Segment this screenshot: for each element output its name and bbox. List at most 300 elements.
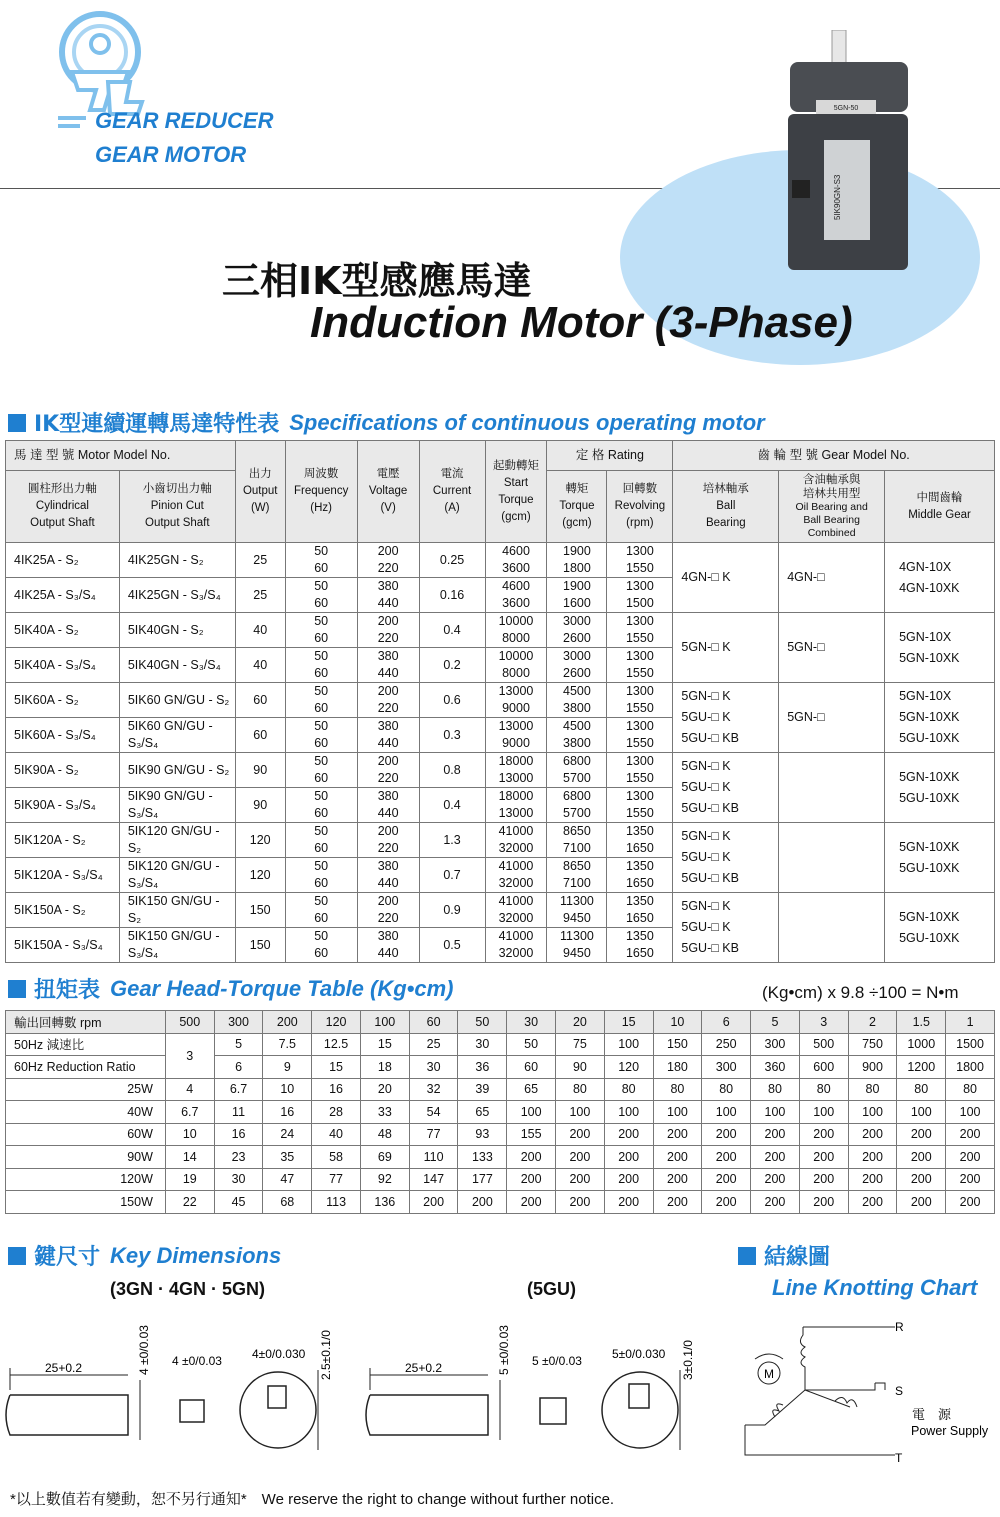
torque-values — [547, 928, 607, 963]
current-value: 0.4 — [419, 613, 485, 648]
volt-60: 220 — [377, 841, 399, 855]
middle-gear-model: 5GN-10X — [899, 629, 952, 644]
start-values — [485, 718, 547, 753]
output-value: 90 — [235, 788, 285, 823]
rpm-50: 1350 — [625, 894, 654, 908]
torque-value: 200 — [946, 1123, 995, 1146]
ratio-60-value: 180 — [653, 1056, 702, 1079]
start-60: 8000 — [502, 666, 530, 680]
volt-values — [357, 543, 419, 578]
torque-value: 65 — [458, 1101, 507, 1124]
svg-text:Power Supply: Power Supply — [911, 1424, 989, 1438]
output-value: 90 — [235, 753, 285, 788]
volt-50: 200 — [377, 614, 399, 628]
freq-60: 60 — [314, 841, 329, 855]
rpm-values — [607, 858, 673, 893]
current-value: 0.3 — [419, 718, 485, 753]
svg-text:5GN-50: 5GN-50 — [833, 105, 859, 112]
ball-gear-model: 5GN-□ K — [681, 899, 731, 913]
freq-60: 60 — [314, 771, 329, 785]
torque-50: 4500 — [563, 719, 591, 733]
ball-gear-model: 5GU-□ KB — [681, 801, 739, 815]
volt-values — [357, 613, 419, 648]
current-value: 0.7 — [419, 858, 485, 893]
torque-value: 100 — [751, 1101, 800, 1124]
freq-values — [285, 683, 357, 718]
svg-text:4±0/0.030: 4±0/0.030 — [252, 1347, 306, 1361]
output-value: 25 — [235, 578, 285, 613]
freq-values — [285, 578, 357, 613]
rpm-values — [607, 648, 673, 683]
ratio-first: 3 — [165, 1033, 214, 1078]
torque-row — [6, 1101, 995, 1124]
ratio-60-value: 1800 — [946, 1056, 995, 1079]
svg-text:4 ±0/0.03: 4 ±0/0.03 — [172, 1354, 222, 1368]
volt-50: 380 — [377, 859, 399, 873]
torque-value: 200 — [897, 1146, 946, 1169]
volt-values — [357, 858, 419, 893]
torque-values — [547, 613, 607, 648]
wattage-label: 40W — [6, 1101, 166, 1124]
torque-60: 2600 — [563, 631, 591, 645]
torque-values — [547, 648, 607, 683]
torque-row — [6, 1123, 995, 1146]
volt-values — [357, 648, 419, 683]
freq-values — [285, 928, 357, 963]
motor-model: 5IK60A - S₃/S₄ — [6, 718, 120, 753]
start-values — [485, 823, 547, 858]
torque-value: 200 — [848, 1146, 897, 1169]
torque-value: 200 — [653, 1123, 702, 1146]
torque-value: 200 — [409, 1191, 458, 1214]
pinion-model: 4IK25GN - S₃/S₄ — [119, 578, 235, 613]
output-value: 120 — [235, 823, 285, 858]
torque-value: 200 — [946, 1146, 995, 1169]
torque-value: 80 — [897, 1078, 946, 1101]
torque-row — [6, 1078, 995, 1101]
output-value: 150 — [235, 928, 285, 963]
torque-value: 200 — [799, 1168, 848, 1191]
torque-value: 200 — [946, 1191, 995, 1214]
oil-bearing-gear — [779, 753, 885, 823]
brand-line2: GEAR MOTOR — [95, 142, 247, 167]
rpm-50: 1300 — [625, 684, 654, 698]
start-60: 3600 — [502, 561, 530, 575]
torque-value: 16 — [312, 1078, 361, 1101]
torque-50: 1900 — [563, 579, 591, 593]
oil-bearing-gear: 4GN-□ — [779, 543, 885, 613]
freq-values — [285, 823, 357, 858]
volt-values — [357, 753, 419, 788]
middle-gear-model: 5GN-10XK — [899, 839, 960, 854]
torque-50: 3000 — [563, 649, 591, 663]
torque-value: 16 — [263, 1101, 312, 1124]
torque-60: 5700 — [563, 806, 591, 820]
torque-value: 24 — [263, 1123, 312, 1146]
torque-value: 200 — [604, 1168, 653, 1191]
wattage-label: 60W — [6, 1123, 166, 1146]
wattage-label: 150W — [6, 1191, 166, 1214]
heading-square-icon — [738, 1247, 756, 1265]
motor-model: 5IK120A - S₃/S₄ — [6, 858, 120, 893]
rpm-50: 1300 — [625, 579, 654, 593]
torque-value: 136 — [360, 1191, 409, 1214]
start-values — [485, 788, 547, 823]
torque-value: 14 — [165, 1146, 214, 1169]
middle-gear-model: 5GN-10XK — [899, 650, 960, 665]
torque-value: 200 — [507, 1146, 556, 1169]
torque-value: 200 — [653, 1191, 702, 1214]
torque-value: 47 — [263, 1168, 312, 1191]
start-50: 10000 — [498, 614, 534, 628]
rpm-50: 1300 — [625, 719, 654, 733]
rpm-60: 1500 — [625, 596, 654, 610]
rpm-value: 60 — [409, 1011, 458, 1034]
current-value: 0.5 — [419, 928, 485, 963]
motor-model: 5IK40A - S₂ — [6, 613, 120, 648]
ratio-60-row — [6, 1056, 995, 1079]
rpm-values — [607, 718, 673, 753]
output-value: 60 — [235, 718, 285, 753]
svg-text:5 ±0/0.03: 5 ±0/0.03 — [532, 1354, 582, 1368]
torque-value: 200 — [556, 1146, 605, 1169]
ratio-60-value: 9 — [263, 1056, 312, 1079]
rpm-values — [607, 543, 673, 578]
ratio-50-value: 15 — [360, 1033, 409, 1056]
rpm-50: 1350 — [625, 824, 654, 838]
output-value: 40 — [235, 648, 285, 683]
torque-value: 200 — [556, 1168, 605, 1191]
torque-value: 200 — [848, 1123, 897, 1146]
output-value: 120 — [235, 858, 285, 893]
rpm-60: 1550 — [625, 736, 654, 750]
torque-50: 8650 — [563, 859, 591, 873]
key-heading: 鍵尺寸 Key Dimensions — [8, 1240, 281, 1271]
torque-value: 200 — [507, 1168, 556, 1191]
torque-value: 40 — [312, 1123, 361, 1146]
ratio-50-value: 5 — [214, 1033, 263, 1056]
torque-60: 9450 — [563, 946, 591, 960]
ball-gear-model: 5GN-□ K — [681, 759, 731, 773]
svg-text:電 源: 電 源 — [912, 1407, 952, 1422]
motor-model: 5IK90A - S₃/S₄ — [6, 788, 120, 823]
spec-row — [6, 543, 995, 578]
freq-50: 50 — [314, 544, 329, 558]
freq-60: 60 — [314, 701, 329, 715]
torque-value: 200 — [653, 1146, 702, 1169]
rpm-value: 3 — [799, 1011, 848, 1034]
torque-value: 30 — [214, 1168, 263, 1191]
torque-value: 100 — [946, 1101, 995, 1124]
torque-60: 5700 — [563, 771, 591, 785]
torque-value: 65 — [507, 1078, 556, 1101]
wiring-title-en: Line Knotting Chart — [772, 1275, 978, 1300]
motor-model: 5IK150A - S₃/S₄ — [6, 928, 120, 963]
rpm-60: 1550 — [625, 666, 654, 680]
rpm-value: 30 — [507, 1011, 556, 1034]
current-value: 0.25 — [419, 543, 485, 578]
rpm-value: 10 — [653, 1011, 702, 1034]
torque-value: 58 — [312, 1146, 361, 1169]
torque-value: 45 — [214, 1191, 263, 1214]
volt-60: 220 — [377, 561, 399, 575]
torque-value: 10 — [165, 1123, 214, 1146]
rpm-values — [607, 613, 673, 648]
volt-50: 380 — [377, 789, 399, 803]
freq-60: 60 — [314, 631, 329, 645]
torque-value: 28 — [312, 1101, 361, 1124]
start-values — [485, 893, 547, 928]
rpm-50: 1350 — [625, 929, 654, 943]
volt-60: 220 — [377, 701, 399, 715]
pinion-model: 5IK150 GN/GU - S₃/S₄ — [119, 928, 235, 963]
rpm-60: 1550 — [625, 561, 654, 575]
start-50: 41000 — [498, 859, 534, 873]
heading-square-icon — [8, 1247, 26, 1265]
ball-gear-model: 5GU-□ K — [681, 710, 731, 724]
torque-value: 100 — [799, 1101, 848, 1124]
ratio-50-value: 75 — [556, 1033, 605, 1056]
torque-60: 9450 — [563, 911, 591, 925]
rpm-values — [607, 683, 673, 718]
torque-value: 77 — [312, 1168, 361, 1191]
spec-row — [6, 683, 995, 718]
freq-50: 50 — [314, 684, 329, 698]
start-60: 9000 — [502, 736, 530, 750]
volt-values — [357, 823, 419, 858]
volt-50: 380 — [377, 649, 399, 663]
rpm-value: 100 — [360, 1011, 409, 1034]
svg-text:25+0.2: 25+0.2 — [405, 1361, 443, 1375]
torque-value: 16 — [214, 1123, 263, 1146]
torque-value: 23 — [214, 1146, 263, 1169]
volt-values — [357, 578, 419, 613]
torque-value: 200 — [702, 1168, 751, 1191]
start-values — [485, 613, 547, 648]
freq-50: 50 — [314, 614, 329, 628]
torque-60: 7100 — [563, 876, 591, 890]
rpm-values — [607, 788, 673, 823]
motor-model: 5IK120A - S₂ — [6, 823, 120, 858]
ball-bearing-gear — [673, 753, 779, 823]
torque-value: 200 — [848, 1191, 897, 1214]
motor-model: 4IK25A - S₃/S₄ — [6, 578, 120, 613]
svg-text:5±0/0.030: 5±0/0.030 — [612, 1347, 666, 1361]
freq-50: 50 — [314, 579, 329, 593]
torque-value: 80 — [556, 1078, 605, 1101]
spec-row — [6, 893, 995, 928]
ratio-50-value: 30 — [458, 1033, 507, 1056]
ball-bearing-gear — [673, 683, 779, 753]
torque-value: 200 — [702, 1191, 751, 1214]
pinion-model: 5IK120 GN/GU - S₃/S₄ — [119, 858, 235, 893]
torque-value: 4 — [165, 1078, 214, 1101]
volt-60: 440 — [377, 876, 399, 890]
oil-bearing-gear: 5GN-□ — [779, 683, 885, 753]
ball-gear-model: 5GN-□ K — [681, 689, 731, 703]
start-60: 32000 — [498, 911, 534, 925]
freq-50: 50 — [314, 649, 329, 663]
freq-60: 60 — [314, 561, 329, 575]
torque-value: 155 — [507, 1123, 556, 1146]
torque-value: 200 — [604, 1191, 653, 1214]
footer-note: *以上數值若有變動，恕不另行通知* We reserve the right to change without further notice. — [10, 1491, 615, 1508]
ratio-50-value: 25 — [409, 1033, 458, 1056]
torque-value: 6.7 — [165, 1101, 214, 1124]
svg-text:M: M — [764, 1367, 774, 1381]
torque-value: 20 — [360, 1078, 409, 1101]
volt-60: 220 — [377, 771, 399, 785]
brand-line1: GEAR REDUCER — [95, 108, 274, 133]
svg-text:3±0.1/0: 3±0.1/0 — [681, 1340, 695, 1380]
freq-50: 50 — [314, 894, 329, 908]
rpm-50: 1300 — [625, 544, 654, 558]
rpm-values — [607, 578, 673, 613]
torque-value: 100 — [507, 1101, 556, 1124]
torque-value: 54 — [409, 1101, 458, 1124]
ball-gear-model: 5GU-□ KB — [681, 731, 739, 745]
ball-gear-model: 5GU-□ K — [681, 920, 731, 934]
key-subtitle-gu: (5GU) — [527, 1279, 576, 1299]
start-60: 13000 — [498, 806, 534, 820]
rpm-label: 輸出回轉數 rpm — [6, 1011, 166, 1034]
freq-60: 60 — [314, 736, 329, 750]
ratio-60-value: 60 — [507, 1056, 556, 1079]
volt-50: 200 — [377, 824, 399, 838]
volt-60: 440 — [377, 596, 399, 610]
start-60: 3600 — [502, 596, 530, 610]
torque-value: 77 — [409, 1123, 458, 1146]
pinion-model: 4IK25GN - S₂ — [119, 543, 235, 578]
torque-value: 10 — [263, 1078, 312, 1101]
torque-value: 200 — [799, 1123, 848, 1146]
torque-value: 200 — [458, 1191, 507, 1214]
torque-50: 6800 — [563, 789, 591, 803]
middle-gear — [885, 543, 995, 613]
volt-50: 200 — [377, 544, 399, 558]
torque-60: 7100 — [563, 841, 591, 855]
start-60: 8000 — [502, 631, 530, 645]
middle-gear-model: 5GU-10XK — [899, 860, 960, 875]
wattage-label: 25W — [6, 1078, 166, 1101]
middle-gear — [885, 753, 995, 823]
rpm-values — [607, 893, 673, 928]
spec-table: 馬 達 型 號 Motor Model No. 出力 Output (W) 周波數 Frequency (Hz) 電壓 Voltage (V) 電流 Current (A) 起動轉矩 Start Torque (gcm) 定 格 Rating 齒 輪 型 號 Gear Model No. 圓柱形出力軸 Cylindrical Output Shaft 小齒切出力軸 Pinion Cut Output Shaft 轉矩 Torque (gcm) 回轉數 Revolving (rpm) 培林軸承 Ball Bearing 含油軸承與 培林共用型 Oil Bearing and Ball Bearing Combined 中間齒輪 Middle Gear 4IK25A - S₂ 4IK25GN - S₂ 25 50 60 200 220 0.25 4600 3600 1900 1800 1300 1550 4GN-□ K 4GN-□ 4GN-10X 4GN-10XK 4IK25A - S₃/S₄ 4IK25GN - S₃/S₄ 25 50 60 380 440 0.16 4600 3600 1900 1600 1300 1500 5IK40A - S₂ 5IK40GN - S₂ 40 50 60 200 220 0.4 10000 8000 3000 2600 1300 1550 5GN-□ K 5GN-□ 5GN-10X 5GN-10XK 5IK40A - S₃/S₄ 5IK40GN - S₃/S₄ 40 50 60 380 440 0.2 10000 8000 3000 2600 1300 1550 5IK60A - S₂ 5IK60 GN/GU - S₂ 60 50 60 200 220 0.6 13000 9000 4500 3800 1300 1550 5GN-□ K 5GU-□ K 5GU-□ KB 5GN-□ 5GN-10X 5GN-10XK 5GU-10XK 5IK60A - S₃/S₄ 5IK60 GN/GU - S₃/S₄ 60 50 60 380 440 0.3 13000 9000 4500 3800 1300 1550 5IK90A - S₂ 5IK90 GN/GU - S₂ 90 50 60 200 220 0.8 18000 13000 6800 5700 1300 1550 5GN-□ K 5GU-□ K 5GU-□ KB 5GN-10XK 5GU-10XK 5IK90A - S₃/S₄ 5IK90 GN/GU - S₃/S₄ 90 50 60 380 440 0.4 18000 13000 6800 5700 1300 1550 5IK120A - S₂ 5IK120 GN/GU - S₂ 120 50 60 200 220 1.3 41000 32000 8650 7100 1350 1650 5GN-□ K 5GU-□ K 5GU-□ KB 5GN-10XK 5GU-10XK 5IK120A - S₃/S₄ 5IK120 GN/GU - S₃/S₄ 120 50 60 380 440 0.7 41000 32000 8650 7100 1350 1650 5IK150A - S₂ 5IK150 GN/GU - S₂ 150 50 60 200 220 0.9 41000 32000 11300 9450 1350 1650 5GN-□ K 5GU-□ K 5GU-□ KB 5GN-10XK 5GU-10XK 5IK150A - S₃/S₄ 5IK150 GN/GU - S₃/S₄ 150 50 60 380 440 0.5 41000 32000 11300 9450 1350 1650 — [5, 440, 995, 963]
torque-value: 69 — [360, 1146, 409, 1169]
volt-50: 380 — [377, 929, 399, 943]
volt-values — [357, 928, 419, 963]
wiring-diagram — [735, 1315, 997, 1470]
middle-gear-model: 5GN-10XK — [899, 909, 960, 924]
middle-gear-model: 4GN-10X — [899, 559, 952, 574]
start-50: 10000 — [498, 649, 534, 663]
key-dimension-drawing — [0, 1310, 720, 1480]
rpm-row — [6, 1011, 995, 1034]
start-50: 13000 — [498, 684, 534, 698]
freq-60: 60 — [314, 876, 329, 890]
ratio-60-label: 60Hz Reduction Ratio — [6, 1056, 166, 1079]
rpm-value: 50 — [458, 1011, 507, 1034]
wattage-label: 90W — [6, 1146, 166, 1169]
torque-values — [547, 893, 607, 928]
torque-value: 100 — [556, 1101, 605, 1124]
torque-value: 80 — [653, 1078, 702, 1101]
unit-conversion: (Kg•cm) x 9.8 ÷100 = N•m — [762, 983, 959, 1002]
freq-values — [285, 753, 357, 788]
torque-value: 32 — [409, 1078, 458, 1101]
wiring-heading: 結線圖 — [738, 1240, 840, 1271]
rpm-60: 1650 — [625, 911, 654, 925]
middle-gear-model: 5GU-10XK — [899, 930, 960, 945]
ball-bearing-gear — [673, 823, 779, 893]
volt-values — [357, 893, 419, 928]
rpm-value: 1.5 — [897, 1011, 946, 1034]
svg-text:5IK90GN-S3: 5IK90GN-S3 — [833, 174, 842, 220]
ball-gear-model: 5GU-□ K — [681, 850, 731, 864]
ball-bearing-gear — [673, 613, 779, 683]
ratio-50-value: 250 — [702, 1033, 751, 1056]
output-value: 25 — [235, 543, 285, 578]
ball-gear-model: 5GU-□ KB — [681, 871, 739, 885]
current-value: 1.3 — [419, 823, 485, 858]
freq-60: 60 — [314, 666, 329, 680]
start-50: 4600 — [502, 544, 530, 558]
current-value: 0.4 — [419, 788, 485, 823]
torque-value: 110 — [409, 1146, 458, 1169]
start-60: 32000 — [498, 841, 534, 855]
volt-50: 200 — [377, 894, 399, 908]
torque-value: 100 — [897, 1101, 946, 1124]
torque-value: 6.7 — [214, 1078, 263, 1101]
oil-bearing-gear: 5GN-□ — [779, 613, 885, 683]
start-50: 18000 — [498, 754, 534, 768]
torque-50: 3000 — [563, 614, 591, 628]
start-50: 13000 — [498, 719, 534, 733]
torque-value: 133 — [458, 1146, 507, 1169]
start-values — [485, 543, 547, 578]
ratio-50-value: 12.5 — [312, 1033, 361, 1056]
torque-value: 80 — [604, 1078, 653, 1101]
torque-value: 100 — [653, 1101, 702, 1124]
oil-bearing-gear — [779, 823, 885, 893]
start-values — [485, 928, 547, 963]
torque-value: 93 — [458, 1123, 507, 1146]
torque-value: 11 — [214, 1101, 263, 1124]
torque-50: 8650 — [563, 824, 591, 838]
freq-values — [285, 858, 357, 893]
output-value: 150 — [235, 893, 285, 928]
oil-bearing-gear — [779, 893, 885, 963]
torque-value: 200 — [556, 1123, 605, 1146]
start-50: 18000 — [498, 789, 534, 803]
current-value: 0.9 — [419, 893, 485, 928]
rpm-value: 5 — [751, 1011, 800, 1034]
pinion-model: 5IK60 GN/GU - S₂ — [119, 683, 235, 718]
spec-row — [6, 613, 995, 648]
torque-values — [547, 543, 607, 578]
ratio-60-value: 15 — [312, 1056, 361, 1079]
rpm-60: 1550 — [625, 701, 654, 715]
pinion-model: 5IK90 GN/GU - S₂ — [119, 753, 235, 788]
rpm-value: 20 — [556, 1011, 605, 1034]
torque-50: 1900 — [563, 544, 591, 558]
pinion-model: 5IK150 GN/GU - S₂ — [119, 893, 235, 928]
freq-50: 50 — [314, 719, 329, 733]
torque-value: 200 — [751, 1123, 800, 1146]
torque-value: 200 — [751, 1146, 800, 1169]
torque-60: 3800 — [563, 736, 591, 750]
rpm-60: 1650 — [625, 841, 654, 855]
